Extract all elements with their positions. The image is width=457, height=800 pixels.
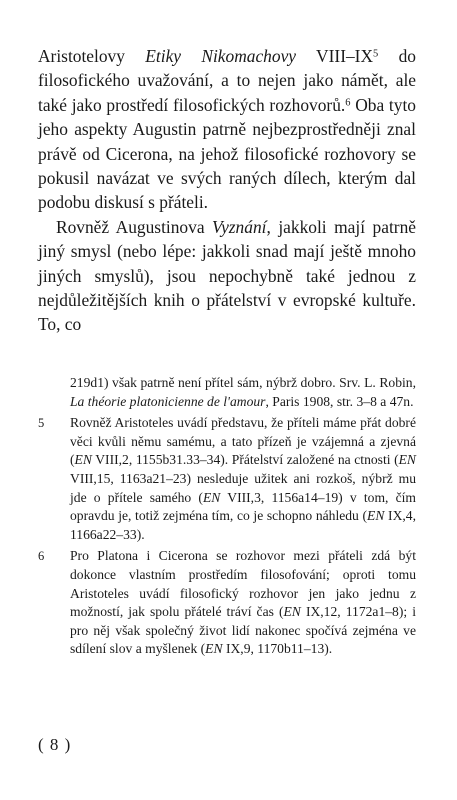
text-run: VIII–IX (296, 46, 374, 66)
abbrev-italic: EN (367, 508, 385, 524)
main-text (38, 44, 416, 337)
text-run: VIII,15, 1163a21–23) nesleduje užitek ani rozkoš, nýbrž mu jde o přítele samého ( (70, 470, 416, 505)
text-run: 219d1) však patrně není přítel sám, nýbrž dobro. Srv. L. Robin, (70, 375, 416, 390)
footnotes (38, 374, 416, 662)
footnote-continuation (38, 374, 416, 411)
text-run: , jakkoli mají patrně jiný smysl (nebo lépe: jakkoli snad mají ještě mnoho jiných smyslů), jsou nepochybně také jednou z nejdůležitějších knih o přátelství v evropské kultuře. To, co (38, 216, 416, 335)
abbrev-italic: EN (74, 452, 92, 468)
paragraph-2 (38, 215, 416, 337)
text-run: IX,12, 1172a1–8); i pro něj však společný život lidí nakonec spočívá zejména ve sdílení slov a myšlenek ( (70, 604, 417, 657)
footnote-ref-5[interactable]: 5 (373, 48, 379, 60)
paragraph-1 (38, 44, 416, 215)
text-run: do filosofického uvažování, a to nejen jako námět, ale také jako prostředí filosofických rozhovorů. (38, 46, 416, 115)
footnote-5 (38, 414, 416, 544)
footnote-number: 5 (38, 416, 45, 431)
abbrev-italic: EN (205, 641, 223, 657)
text-run: VIII,3, 1156a14–19) v tom, čím opravdu je, totiž zejména tím, co je schopno náhledu ( (70, 489, 416, 524)
text-run: Rovněž Augustinova (56, 216, 213, 237)
text-run: VIII,2, 1155b31.33–34). Přátelství založené na ctnosti ( (91, 452, 399, 468)
text-run: IX,4, 1166a22–33). (70, 508, 416, 542)
book-title-italic: Etiky Nikomachovy (145, 46, 297, 66)
abbrev-italic: EN (398, 452, 416, 468)
text-run: Pro Platona i Cicerona se rozhovor mezi přáteli zdá být dokonce vlastním prostředím filosofování; oproti tomu Aristoteles uvádí filosofický rozhovor jen jako jednu z možností, jak spolu přátelé tráví čas ( (70, 548, 416, 620)
text-run: Oba tyto jeho aspekty Augustin patrně nejbezprostředněji znal právě od Cicerona, na jehož filosofické rozhovory se pokusil navázat ve svých raných dílech, kterým dal podobu diskusí s přáteli. (38, 94, 416, 213)
abbrev-italic: EN (283, 604, 301, 620)
text-run: IX,9, 1170b11–13). (222, 641, 333, 657)
footnote-ref-6[interactable]: 6 (345, 97, 351, 109)
page-number: ( 8 ) (38, 735, 72, 754)
footnote-number: 6 (38, 549, 45, 564)
text-run: Rovněž Aristoteles uvádí představu, že příteli máme přát dobré věci kvůli němu samému, a tato přízeň je vzájemná a zjevná ( (70, 415, 416, 468)
book-title-italic: La théorie platonicienne de l'amour (70, 393, 266, 409)
abbrev-italic: EN (202, 489, 221, 505)
text-run: , Paris 1908, str. 3–8 a 47n. (265, 393, 414, 409)
footnote-6 (38, 547, 416, 659)
book-title-italic: Vyznání (212, 216, 267, 237)
text-run: Aristotelovy (38, 46, 146, 66)
